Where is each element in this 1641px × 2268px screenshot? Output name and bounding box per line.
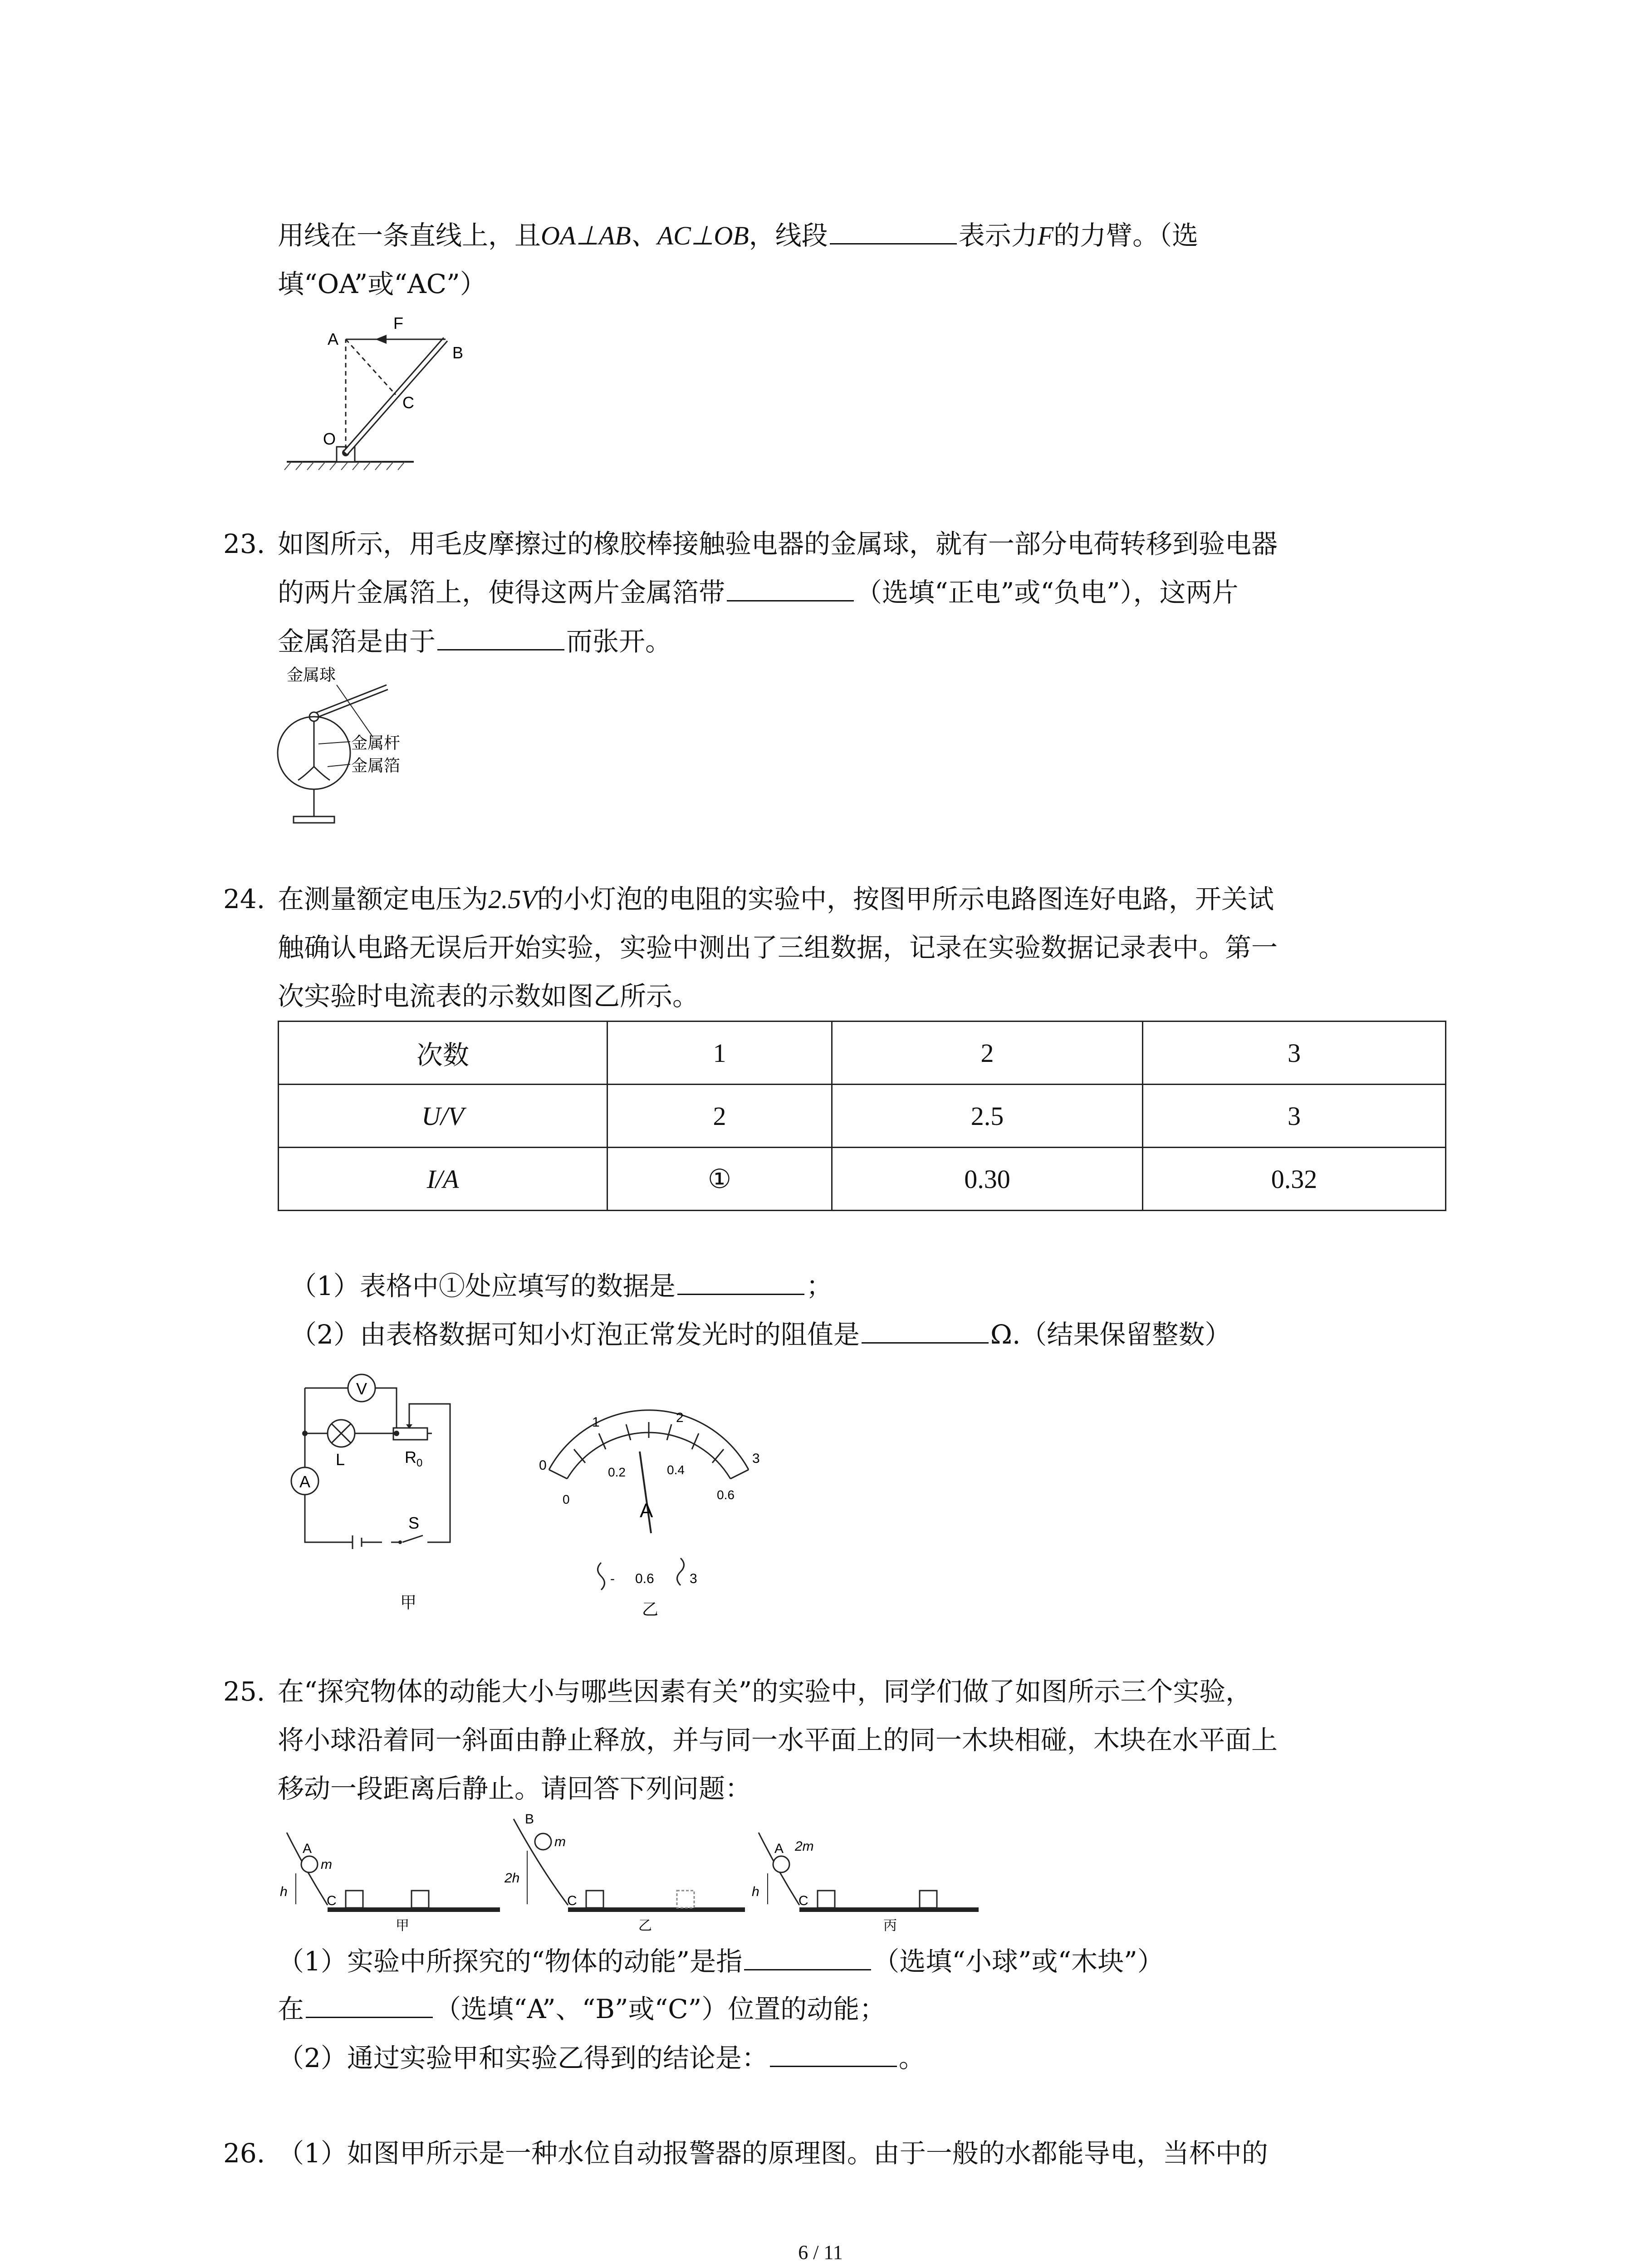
svg-text:丙: 丙 (883, 1918, 897, 1933)
panel-yi (504, 1812, 745, 1933)
svg-text:A: A (303, 1841, 312, 1856)
label-metal-foil: 金属箔 (351, 756, 401, 775)
answer-blank[interactable] (862, 1342, 989, 1344)
svg-text:2m: 2m (795, 1839, 814, 1854)
scale-top-2: 2 (676, 1410, 684, 1425)
svg-text:甲: 甲 (396, 1918, 409, 1933)
table-cell: U/V (279, 1085, 607, 1148)
svg-text:2h: 2h (505, 1871, 520, 1886)
scale-top-3: 3 (752, 1451, 760, 1466)
table-cell: ① (607, 1148, 832, 1211)
table-cell: 1 (607, 1022, 832, 1085)
svg-text:m: m (554, 1834, 566, 1849)
fig-label-F: F (393, 314, 403, 332)
table-row (279, 1085, 1446, 1148)
table-cell: 0.30 (832, 1148, 1143, 1211)
label-metal-rod: 金属杆 (351, 733, 401, 752)
answer-blank[interactable] (744, 1969, 871, 1970)
q23-line1: 如图所示，用毛皮摩擦过的橡胶棒接触验电器的金属球，就有一部分电荷转移到验电器 (278, 528, 1278, 559)
q25-sub1: （1）实验中所探究的“物体的动能”是指 （选填“小球”或“木块”） (278, 1946, 1164, 1977)
table-cell: I/A (279, 1148, 607, 1211)
svg-text:C: C (567, 1893, 577, 1908)
page-number: 6 / 11 (798, 2241, 843, 2263)
q26-number: 26. (223, 2138, 265, 2169)
answer-blank[interactable] (677, 1293, 804, 1295)
svg-text:A: A (774, 1841, 784, 1856)
fig-label-B: B (452, 343, 464, 362)
terminal-06: 0.6 (635, 1571, 654, 1586)
scale-bottom-04: 0.4 (667, 1463, 685, 1477)
q24-line3: 次实验时电流表的示数如图乙所示。 (278, 981, 699, 1012)
table-cell: 3 (1143, 1022, 1446, 1085)
q25-sub1-cont: 在 （选填“A”、“B”或“C”）位置的动能； (278, 1994, 886, 2024)
scale-bottom-02: 0.2 (608, 1465, 626, 1479)
fig-label-C: C (402, 393, 414, 412)
answer-blank[interactable] (830, 243, 957, 244)
q26-line1: （1）如图甲所示是一种水位自动报警器的原理图。由于一般的水都能导电，当杯中的 (278, 2138, 1268, 2169)
q22-line2: 填“OA”或“AC”） (278, 269, 486, 299)
q25-line2: 将小球沿着同一斜面由静止释放，并与同一水平面上的同一木块相碰，木块在水平面上 (278, 1725, 1278, 1755)
answer-blank[interactable] (727, 600, 854, 601)
q24-line2: 触确认电路无误后开始实验，实验中测出了三组数据，记录在实验数据记录表中。第一 (278, 932, 1278, 963)
fig-label-O: O (323, 430, 336, 448)
svg-text:h: h (752, 1884, 759, 1899)
rheostat-label: $R_0$ (405, 1448, 423, 1469)
q22-line1: 用线在一条直线上，且OA⊥AB、AC⊥OB，线段 表示力F的力臂。（选 (278, 220, 1199, 251)
svg-text:乙: 乙 (638, 1918, 652, 1933)
table-cell: 2 (607, 1085, 832, 1148)
scale-top-0: 0 (539, 1458, 547, 1473)
terminal-minus: - (610, 1571, 615, 1586)
ammeter-figure (531, 1397, 767, 1624)
lever-figure (278, 308, 514, 472)
panel-bing (752, 1833, 979, 1933)
scale-bottom-0: 0 (563, 1492, 570, 1506)
table-cell: 2 (832, 1022, 1143, 1085)
table-cell: 2.5 (832, 1085, 1143, 1148)
data-table (278, 1021, 1446, 1211)
svg-text:m: m (321, 1857, 332, 1872)
q25-line3: 移动一段距离后静止。请回答下列问题： (278, 1773, 752, 1804)
label-metal-ball: 金属球 (287, 665, 336, 684)
table-cell: 0.32 (1143, 1148, 1446, 1211)
scale-bottom-06: 0.6 (717, 1488, 735, 1502)
circuit-diagram (278, 1356, 514, 1628)
terminal-3: 3 (690, 1571, 697, 1586)
q25-line1: 在“探究物体的动能大小与哪些因素有关”的实验中，同学们做了如图所示三个实验， (278, 1676, 1252, 1707)
table-cell: 3 (1143, 1085, 1446, 1148)
svg-text:C: C (327, 1893, 337, 1908)
table-row (279, 1022, 1446, 1085)
q24-sub2: （2）由表格数据可知小灯泡正常发光时的阻值是 Ω.（结果保留整数） (290, 1319, 1231, 1350)
caption-jia: 甲 (400, 1593, 417, 1612)
q25-sub2: （2）通过实验甲和实验乙得到的结论是： 。 (278, 2043, 925, 2073)
ammeter-label: A (299, 1472, 311, 1491)
q24-number: 24. (223, 884, 265, 914)
panel-jia (280, 1833, 500, 1933)
kinetic-energy-figure (278, 1814, 985, 1937)
q25-number: 25. (223, 1676, 265, 1707)
svg-text:B: B (525, 1812, 534, 1827)
lamp-label: L (336, 1450, 345, 1469)
q23-line3: 金属箔是由于 而张开。 (278, 626, 672, 657)
table-cell: 次数 (279, 1022, 607, 1085)
fig-label-A: A (328, 330, 339, 348)
q23-number: 23. (223, 528, 265, 559)
voltmeter-label: V (356, 1379, 367, 1398)
scale-top-1: 1 (592, 1415, 600, 1430)
caption-yi: 乙 (642, 1600, 659, 1618)
ammeter-unit: A (640, 1500, 653, 1522)
q24-line1: 在测量额定电压为2.5V的小灯泡的电阻的实验中，按图甲所示电路图连好电路，开关试 (278, 884, 1274, 914)
q24-sub1: （1）表格中①处应填写的数据是 ； (290, 1271, 833, 1301)
electroscope-figure (278, 662, 468, 835)
answer-blank[interactable] (770, 2065, 897, 2067)
svg-text:h: h (280, 1884, 288, 1899)
svg-text:C: C (798, 1893, 808, 1908)
switch-label: S (408, 1514, 420, 1532)
answer-blank[interactable] (306, 2016, 433, 2018)
q23-line2: 的两片金属箔上，使得这两片金属箔带 （选填“正电”或“负电”），这两片 (278, 577, 1239, 608)
answer-blank[interactable] (437, 649, 564, 650)
table-row (279, 1148, 1446, 1211)
